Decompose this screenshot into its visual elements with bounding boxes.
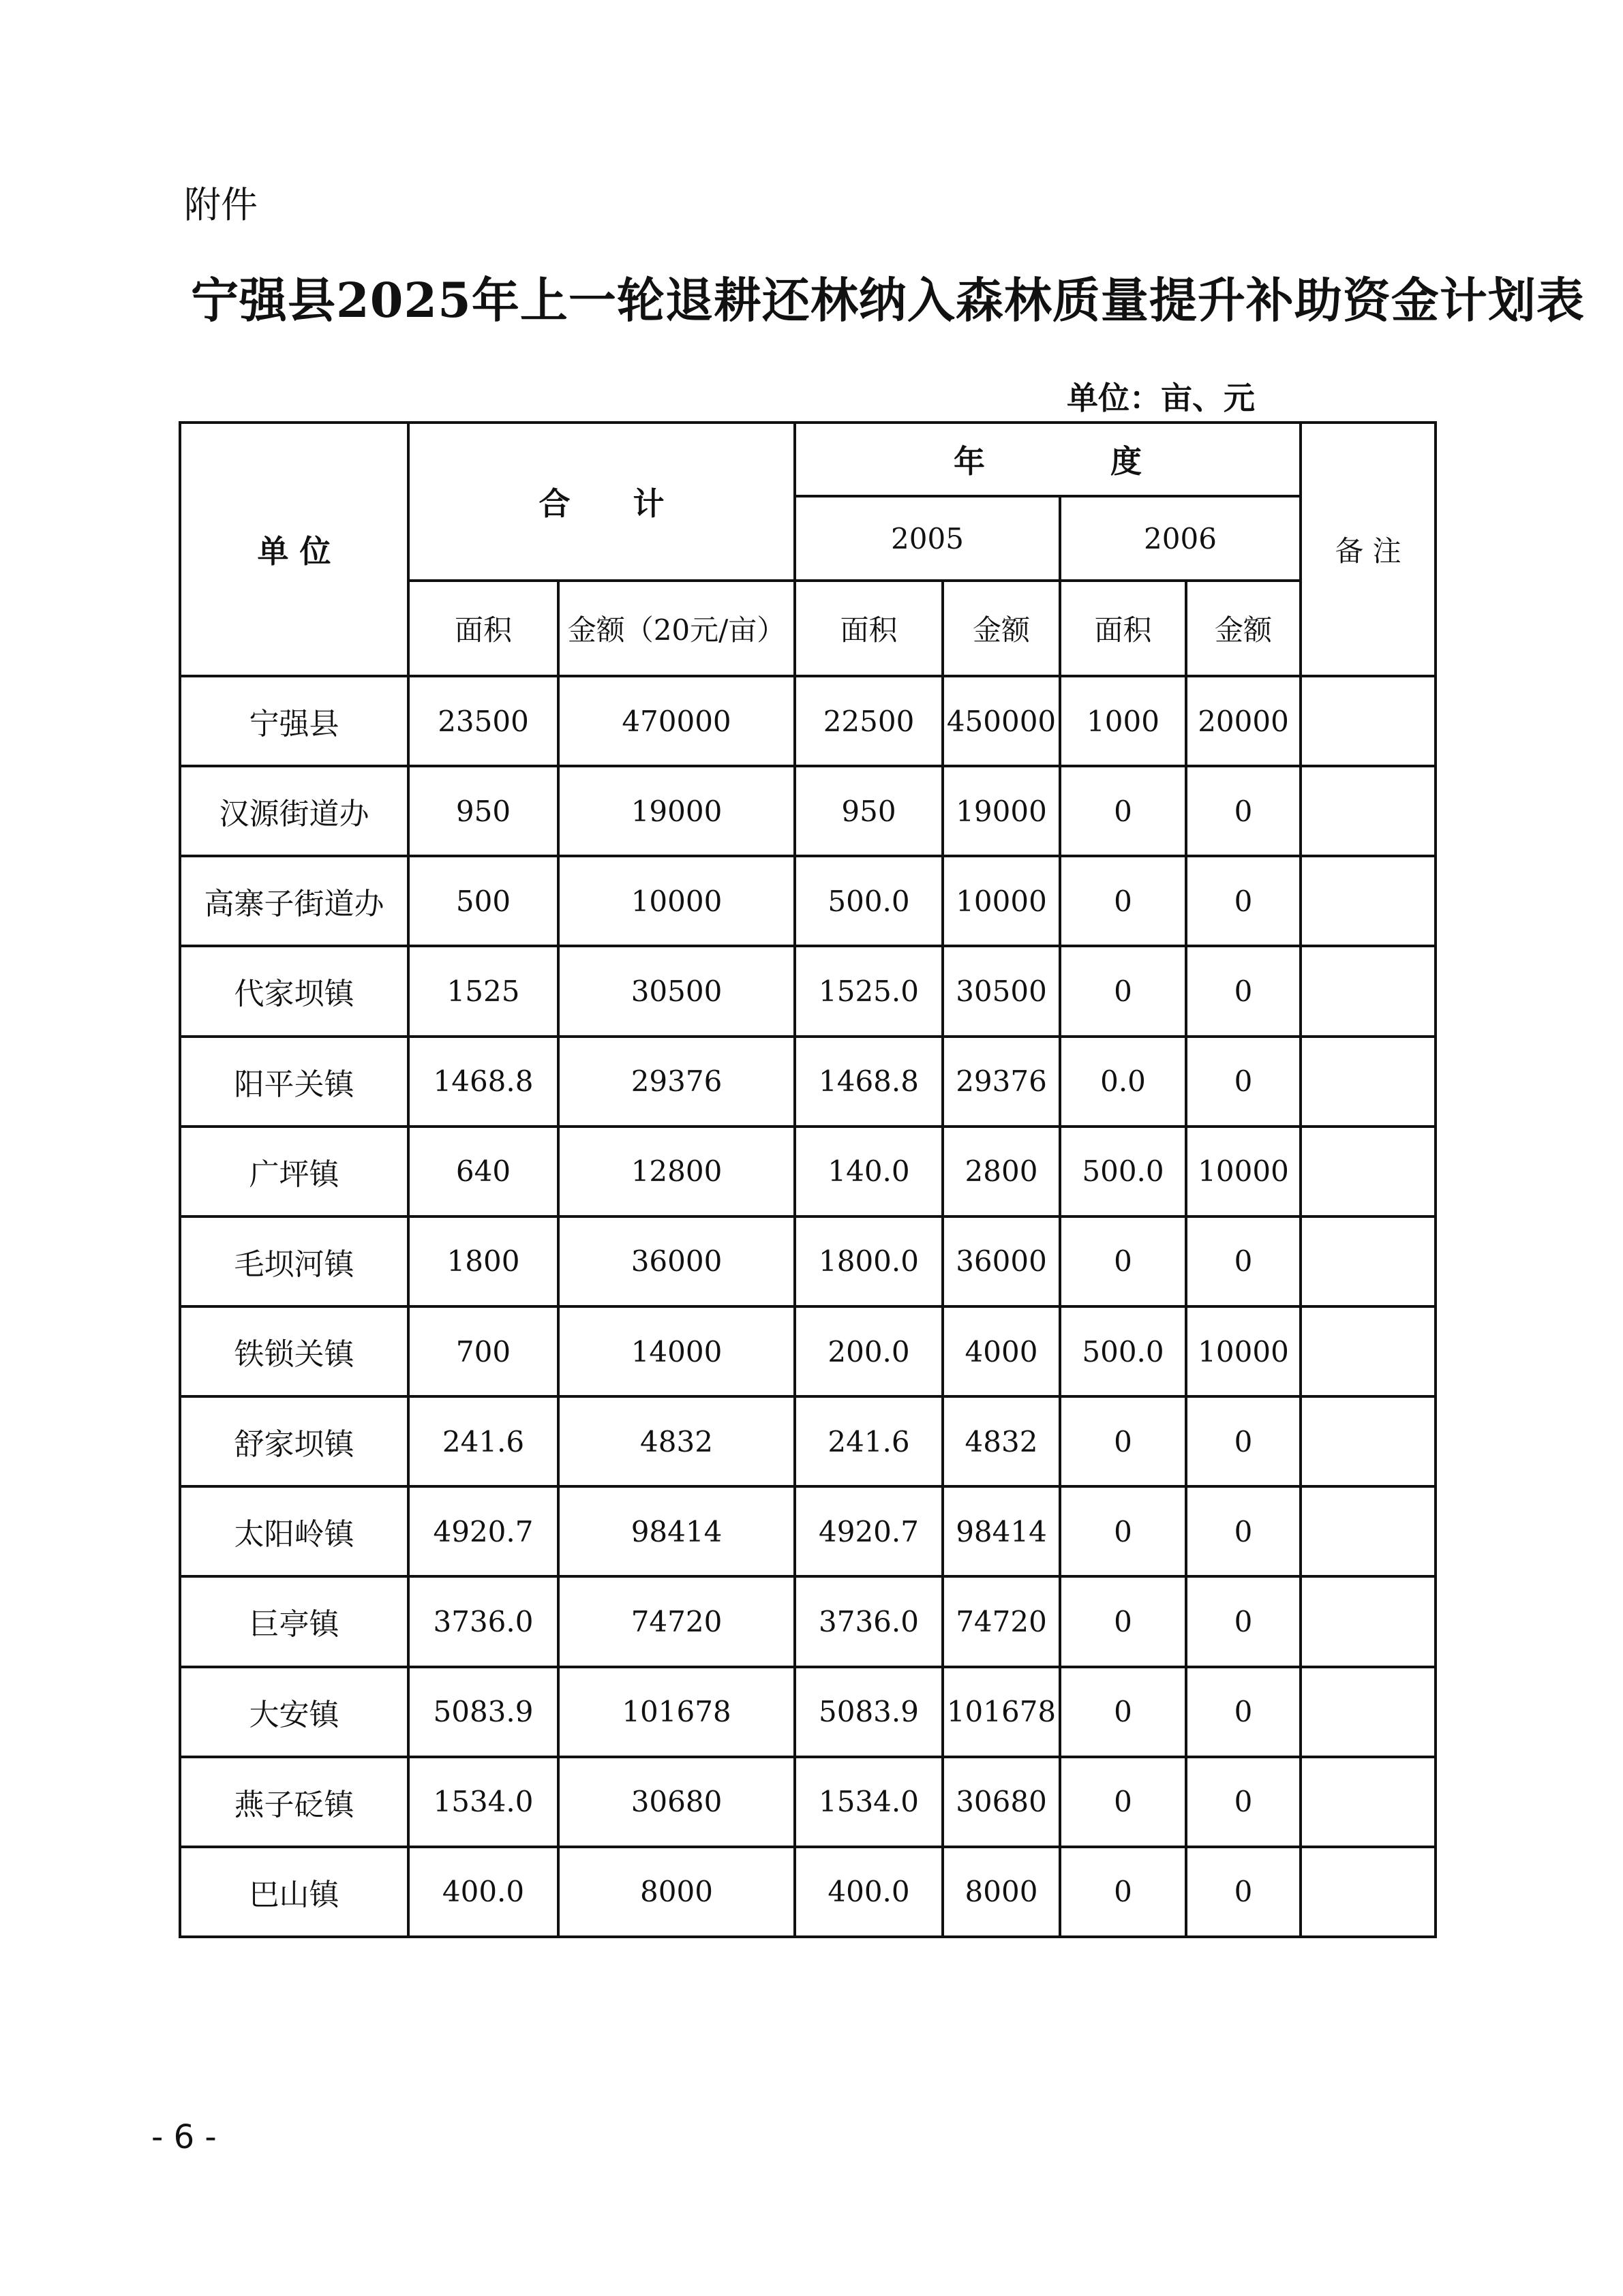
header-total-area: 面积 bbox=[408, 581, 558, 676]
cell-area-2005: 400.0 bbox=[795, 1847, 943, 1937]
cell-area-2005: 22500 bbox=[795, 676, 943, 766]
unit-note: 单位：亩、元 bbox=[1067, 380, 1255, 416]
cell-area-2006: 0 bbox=[1060, 766, 1186, 856]
cell-amount-2006: 10000 bbox=[1186, 1306, 1301, 1396]
cell-total-area: 640 bbox=[408, 1127, 558, 1216]
cell-remark bbox=[1301, 1396, 1436, 1486]
cell-amount-2006: 0 bbox=[1186, 1216, 1301, 1306]
cell-total-area: 5083.9 bbox=[408, 1667, 558, 1757]
cell-total-area: 1534.0 bbox=[408, 1757, 558, 1847]
cell-total-amount: 30500 bbox=[558, 946, 795, 1036]
cell-amount-2005: 30680 bbox=[943, 1757, 1060, 1847]
cell-amount-2006: 0 bbox=[1186, 1576, 1301, 1666]
cell-amount-2005: 4832 bbox=[943, 1396, 1060, 1486]
header-total: 合 计 bbox=[408, 423, 795, 581]
table-row bbox=[180, 1396, 1436, 1486]
cell-amount-2006: 0 bbox=[1186, 856, 1301, 946]
cell-amount-2006: 0 bbox=[1186, 766, 1301, 856]
cell-total-amount: 74720 bbox=[558, 1576, 795, 1666]
cell-total-amount: 4832 bbox=[558, 1396, 795, 1486]
table-row bbox=[180, 856, 1436, 946]
table-row bbox=[180, 1667, 1436, 1757]
cell-area-2006: 0 bbox=[1060, 946, 1186, 1036]
table-row bbox=[180, 1847, 1436, 1937]
cell-total-area: 400.0 bbox=[408, 1847, 558, 1937]
cell-amount-2005: 36000 bbox=[943, 1216, 1060, 1306]
header-2005-amount: 金额 bbox=[943, 581, 1060, 676]
cell-amount-2005: 101678 bbox=[943, 1667, 1060, 1757]
cell-amount-2006: 0 bbox=[1186, 1486, 1301, 1576]
subsidy-plan-table bbox=[179, 421, 1437, 1938]
header-year-2006: 2006 bbox=[1060, 496, 1301, 581]
header-2006-amount: 金额 bbox=[1186, 581, 1301, 676]
cell-amount-2005: 10000 bbox=[943, 856, 1060, 946]
cell-remark bbox=[1301, 1127, 1436, 1216]
cell-unit-name: 舒家坝镇 bbox=[180, 1396, 408, 1486]
cell-area-2006: 500.0 bbox=[1060, 1306, 1186, 1396]
table-row bbox=[180, 676, 1436, 766]
cell-amount-2005: 74720 bbox=[943, 1576, 1060, 1666]
cell-total-area: 500 bbox=[408, 856, 558, 946]
cell-area-2005: 3736.0 bbox=[795, 1576, 943, 1666]
cell-area-2005: 1468.8 bbox=[795, 1037, 943, 1127]
cell-unit-name: 巴山镇 bbox=[180, 1847, 408, 1937]
cell-total-amount: 10000 bbox=[558, 856, 795, 946]
cell-amount-2006: 10000 bbox=[1186, 1127, 1301, 1216]
table-row bbox=[180, 1127, 1436, 1216]
cell-unit-name: 代家坝镇 bbox=[180, 946, 408, 1036]
cell-total-area: 3736.0 bbox=[408, 1576, 558, 1666]
cell-amount-2006: 0 bbox=[1186, 1667, 1301, 1757]
table-row bbox=[180, 1576, 1436, 1666]
cell-area-2006: 1000 bbox=[1060, 676, 1186, 766]
cell-amount-2005: 29376 bbox=[943, 1037, 1060, 1127]
cell-area-2005: 500.0 bbox=[795, 856, 943, 946]
cell-remark bbox=[1301, 1667, 1436, 1757]
cell-area-2006: 0 bbox=[1060, 1576, 1186, 1666]
cell-area-2006: 0 bbox=[1060, 1216, 1186, 1306]
cell-area-2005: 241.6 bbox=[795, 1396, 943, 1486]
cell-area-2006: 0 bbox=[1060, 1757, 1186, 1847]
cell-area-2005: 1534.0 bbox=[795, 1757, 943, 1847]
cell-area-2006: 0 bbox=[1060, 1396, 1186, 1486]
cell-total-area: 950 bbox=[408, 766, 558, 856]
header-unit: 单 位 bbox=[180, 423, 408, 676]
cell-amount-2005: 8000 bbox=[943, 1847, 1060, 1937]
cell-area-2006: 0 bbox=[1060, 856, 1186, 946]
cell-total-amount: 19000 bbox=[558, 766, 795, 856]
cell-total-area: 4920.7 bbox=[408, 1486, 558, 1576]
cell-area-2005: 950 bbox=[795, 766, 943, 856]
cell-unit-name: 巨亭镇 bbox=[180, 1576, 408, 1666]
annex-label: 附件 bbox=[184, 183, 258, 226]
cell-unit-name: 铁锁关镇 bbox=[180, 1306, 408, 1396]
cell-amount-2005: 4000 bbox=[943, 1306, 1060, 1396]
cell-area-2005: 1800.0 bbox=[795, 1216, 943, 1306]
table-row bbox=[180, 946, 1436, 1036]
cell-amount-2005: 98414 bbox=[943, 1486, 1060, 1576]
cell-amount-2006: 0 bbox=[1186, 1757, 1301, 1847]
cell-total-amount: 470000 bbox=[558, 676, 795, 766]
cell-total-area: 1525 bbox=[408, 946, 558, 1036]
cell-area-2005: 5083.9 bbox=[795, 1667, 943, 1757]
cell-total-area: 23500 bbox=[408, 676, 558, 766]
cell-amount-2005: 30500 bbox=[943, 946, 1060, 1036]
cell-unit-name: 阳平关镇 bbox=[180, 1037, 408, 1127]
cell-unit-name: 高寨子街道办 bbox=[180, 856, 408, 946]
cell-total-area: 1468.8 bbox=[408, 1037, 558, 1127]
cell-unit-name: 广坪镇 bbox=[180, 1127, 408, 1216]
cell-unit-name: 毛坝河镇 bbox=[180, 1216, 408, 1306]
cell-remark bbox=[1301, 1576, 1436, 1666]
cell-unit-name: 宁强县 bbox=[180, 676, 408, 766]
cell-area-2006: 0 bbox=[1060, 1667, 1186, 1757]
cell-remark bbox=[1301, 1757, 1436, 1847]
cell-area-2006: 500.0 bbox=[1060, 1127, 1186, 1216]
cell-area-2006: 0 bbox=[1060, 1847, 1186, 1937]
cell-remark bbox=[1301, 1216, 1436, 1306]
cell-amount-2006: 0 bbox=[1186, 1396, 1301, 1486]
table-row bbox=[180, 1757, 1436, 1847]
table-body bbox=[180, 676, 1436, 1937]
cell-remark bbox=[1301, 766, 1436, 856]
cell-amount-2006: 20000 bbox=[1186, 676, 1301, 766]
cell-total-amount: 98414 bbox=[558, 1486, 795, 1576]
table-row bbox=[180, 1216, 1436, 1306]
cell-amount-2005: 2800 bbox=[943, 1127, 1060, 1216]
cell-remark bbox=[1301, 676, 1436, 766]
cell-area-2006: 0.0 bbox=[1060, 1037, 1186, 1127]
cell-total-amount: 30680 bbox=[558, 1757, 795, 1847]
cell-area-2005: 140.0 bbox=[795, 1127, 943, 1216]
cell-unit-name: 大安镇 bbox=[180, 1667, 408, 1757]
document-title: 宁强县2025年上一轮退耕还林纳入森林质量提升补助资金计划表 bbox=[191, 272, 1585, 328]
cell-total-area: 241.6 bbox=[408, 1396, 558, 1486]
header-year: 年 度 bbox=[795, 423, 1301, 496]
cell-total-amount: 29376 bbox=[558, 1037, 795, 1127]
cell-amount-2005: 19000 bbox=[943, 766, 1060, 856]
header-year-2005: 2005 bbox=[795, 496, 1060, 581]
page-number: - 6 - bbox=[151, 2118, 217, 2156]
cell-amount-2006: 0 bbox=[1186, 1847, 1301, 1937]
table-row bbox=[180, 1037, 1436, 1127]
cell-remark bbox=[1301, 1847, 1436, 1937]
table-row bbox=[180, 1306, 1436, 1396]
cell-area-2005: 1525.0 bbox=[795, 946, 943, 1036]
cell-total-amount: 101678 bbox=[558, 1667, 795, 1757]
table-row bbox=[180, 1486, 1436, 1576]
cell-total-amount: 8000 bbox=[558, 1847, 795, 1937]
cell-unit-name: 汉源街道办 bbox=[180, 766, 408, 856]
cell-remark bbox=[1301, 1306, 1436, 1396]
cell-unit-name: 燕子砭镇 bbox=[180, 1757, 408, 1847]
cell-total-amount: 12800 bbox=[558, 1127, 795, 1216]
cell-total-amount: 36000 bbox=[558, 1216, 795, 1306]
cell-remark bbox=[1301, 1486, 1436, 1576]
header-2005-area: 面积 bbox=[795, 581, 943, 676]
cell-area-2005: 200.0 bbox=[795, 1306, 943, 1396]
cell-remark bbox=[1301, 856, 1436, 946]
header-2006-area: 面积 bbox=[1060, 581, 1186, 676]
cell-amount-2006: 0 bbox=[1186, 1037, 1301, 1127]
cell-area-2005: 4920.7 bbox=[795, 1486, 943, 1576]
cell-total-area: 1800 bbox=[408, 1216, 558, 1306]
cell-area-2006: 0 bbox=[1060, 1486, 1186, 1576]
cell-remark bbox=[1301, 1037, 1436, 1127]
header-remark: 备 注 bbox=[1301, 423, 1436, 676]
cell-unit-name: 太阳岭镇 bbox=[180, 1486, 408, 1576]
header-total-amount: 金额（20元/亩） bbox=[558, 581, 795, 676]
cell-total-area: 700 bbox=[408, 1306, 558, 1396]
cell-remark bbox=[1301, 946, 1436, 1036]
cell-amount-2005: 450000 bbox=[943, 676, 1060, 766]
table-row bbox=[180, 766, 1436, 856]
cell-total-amount: 14000 bbox=[558, 1306, 795, 1396]
cell-amount-2006: 0 bbox=[1186, 946, 1301, 1036]
